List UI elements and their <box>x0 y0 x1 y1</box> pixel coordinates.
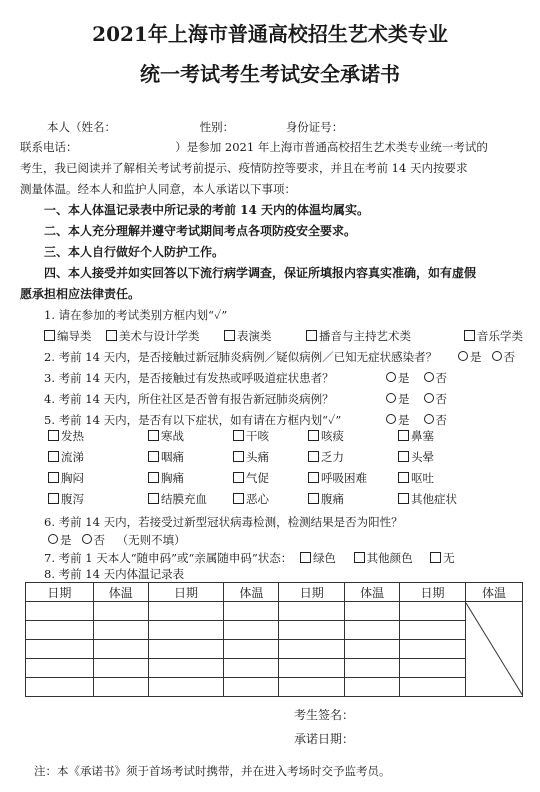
checkbox-category-2[interactable] <box>224 330 235 341</box>
yes-label: 是 <box>60 533 72 547</box>
question-3-text: 3. 考前 14 天内，是否接触过有发热或呼吸道症状患者？ <box>44 371 334 385</box>
checkbox-category-3[interactable] <box>306 330 317 341</box>
radio-q4-yes[interactable] <box>386 393 396 403</box>
table-cell[interactable] <box>93 659 148 678</box>
question-1: 1. 请在参加的考试类别方框内划“✓” <box>44 308 228 322</box>
symptom-item <box>233 428 269 444</box>
promise-4-line-2: 愿承担相应法律责任。 <box>20 287 141 301</box>
symptom-label: 呕吐 <box>411 471 434 485</box>
table-cell[interactable] <box>26 640 94 659</box>
table-cell[interactable] <box>279 659 345 678</box>
table-cell[interactable] <box>400 621 466 640</box>
symptom-label: 流涕 <box>61 450 84 464</box>
no-label: 否 <box>435 392 447 406</box>
checkbox-symptom[interactable] <box>48 451 59 462</box>
promise-1: 一、本人体温记录表中所记录的考前 14 天内的体温均属实。 <box>44 203 370 217</box>
category-label: 音乐学类 <box>477 329 523 343</box>
table-cell[interactable] <box>400 602 466 621</box>
table-cell[interactable] <box>148 659 224 678</box>
table-cell[interactable] <box>400 659 466 678</box>
category-label: 美术与设计学类 <box>119 329 200 343</box>
radio-q5-no[interactable] <box>424 414 434 424</box>
symptom-label: 腹痛 <box>321 492 344 506</box>
table-header: 日期 <box>400 583 466 602</box>
checkbox-symptom[interactable] <box>308 451 319 462</box>
table-row <box>26 621 523 640</box>
table-cell[interactable] <box>148 602 224 621</box>
table-cell[interactable] <box>345 659 400 678</box>
checkbox-symptom[interactable] <box>398 451 409 462</box>
table-cell[interactable] <box>93 678 148 697</box>
checkbox-symptom[interactable] <box>48 493 59 504</box>
symptom-label: 咳痰 <box>321 429 344 443</box>
radio-q3-no[interactable] <box>424 372 434 382</box>
checkbox-symptom[interactable] <box>148 472 159 483</box>
checkbox-category-0[interactable] <box>44 330 55 341</box>
checkbox-symptom[interactable] <box>308 493 319 504</box>
symptom-item <box>148 428 184 444</box>
symptom-item <box>398 428 434 444</box>
radio-q2-yes[interactable] <box>458 351 468 361</box>
table-cell[interactable] <box>26 659 94 678</box>
table-header: 日期 <box>279 583 345 602</box>
checkbox-symptom[interactable] <box>233 430 244 441</box>
title-line-1: 2021年上海市普通高校招生艺术类专业 <box>92 22 448 46</box>
checkbox-symptom[interactable] <box>308 472 319 483</box>
checkbox-q7-other[interactable] <box>354 552 365 563</box>
question-8: 8. 考前 14 天内体温记录表 <box>44 567 185 581</box>
checkbox-symptom[interactable] <box>48 430 59 441</box>
promise-3: 三、本人自行做好个人防护工作。 <box>44 245 225 259</box>
checkbox-symptom[interactable] <box>148 493 159 504</box>
q7-option-label: 无 <box>443 551 455 565</box>
no-label: 否 <box>435 413 447 427</box>
symptom-label: 呼吸困难 <box>321 471 367 485</box>
checkbox-category-1[interactable] <box>106 330 117 341</box>
radio-q6-no[interactable] <box>82 534 92 544</box>
question-4-text: 4. 考前 14 天内，所住社区是否曾有报告新冠肺炎病例？ <box>44 392 334 406</box>
question-2 <box>44 347 526 367</box>
symptom-item <box>148 449 184 465</box>
symptom-item <box>48 491 84 507</box>
symptom-label: 气促 <box>246 471 269 485</box>
table-header: 体温 <box>93 583 148 602</box>
table-cell[interactable] <box>93 640 148 659</box>
table-cell[interactable] <box>224 602 279 621</box>
question-4 <box>44 389 526 409</box>
checkbox-symptom[interactable] <box>308 430 319 441</box>
footnote: 注：本《承诺书》须于首场考试时携带，并在进入考场时交予监考员。 <box>34 764 391 778</box>
name-label: 本人（姓名： <box>47 120 116 134</box>
table-cell[interactable] <box>345 678 400 697</box>
question-6-options <box>48 530 526 550</box>
id-label: 身份证号： <box>285 120 344 134</box>
date-label: 承诺日期： <box>294 732 355 746</box>
symptom-label: 恶心 <box>246 492 269 506</box>
symptom-label: 头痛 <box>246 450 269 464</box>
table-row <box>26 640 523 659</box>
table-cell[interactable] <box>148 678 224 697</box>
symptom-label: 鼻塞 <box>411 429 434 443</box>
symptom-item <box>148 470 184 486</box>
checkbox-symptom[interactable] <box>48 472 59 483</box>
temperature-table <box>25 582 523 697</box>
table-cell[interactable] <box>26 678 94 697</box>
table-cell[interactable] <box>93 621 148 640</box>
table-cell[interactable] <box>345 602 400 621</box>
table-header: 体温 <box>345 583 400 602</box>
checkbox-symptom[interactable] <box>398 493 409 504</box>
category-label: 编导类 <box>57 329 92 343</box>
table-cell[interactable] <box>26 602 94 621</box>
checkbox-symptom[interactable] <box>148 430 159 441</box>
checkbox-category-4[interactable] <box>464 330 475 341</box>
checkbox-symptom[interactable] <box>233 451 244 462</box>
radio-q2-no[interactable] <box>492 351 502 361</box>
no-label: 否 <box>503 350 515 364</box>
symptom-item <box>233 491 269 507</box>
category-label: 播音与主持艺术类 <box>319 329 411 343</box>
symptom-label: 干咳 <box>246 429 269 443</box>
question-3 <box>44 368 526 388</box>
symptom-label: 结膜充血 <box>161 492 207 506</box>
table-cell[interactable] <box>345 640 400 659</box>
table-header: 体温 <box>465 583 522 602</box>
q7-option-label: 其他颜色 <box>366 551 413 565</box>
radio-q4-no[interactable] <box>424 393 434 403</box>
checkbox-symptom[interactable] <box>398 472 409 483</box>
yes-label: 是 <box>398 392 410 406</box>
symptom-item <box>398 470 434 486</box>
radio-q3-yes[interactable] <box>386 372 396 382</box>
checkbox-symptom[interactable] <box>398 430 409 441</box>
question-6: 6. 考前 14 天内，若接受过新型冠状病毒检测，检测结果是否为阳性？ <box>44 515 403 529</box>
table-header-row <box>26 583 523 602</box>
table-cell[interactable] <box>26 621 94 640</box>
intro-line-3: 测量体温。经本人和监护人同意，本人承诺以下事项： <box>20 182 296 196</box>
question-6-note: （无则不填） <box>116 533 186 547</box>
symptom-label: 其他症状 <box>411 492 457 506</box>
no-label: 否 <box>93 533 105 547</box>
symptom-label: 寒战 <box>161 429 184 443</box>
symptom-item <box>308 449 344 465</box>
checkbox-symptom[interactable] <box>233 472 244 483</box>
table-cell[interactable] <box>345 621 400 640</box>
symptom-item <box>308 428 344 444</box>
symptom-item <box>308 470 367 486</box>
table-row <box>26 602 523 621</box>
symptom-item <box>48 428 84 444</box>
checkbox-symptom[interactable] <box>148 451 159 462</box>
category-label: 表演类 <box>237 329 272 343</box>
table-header: 体温 <box>224 583 279 602</box>
radio-q6-yes[interactable] <box>48 534 58 544</box>
title-line-2: 统一考试考生考试安全承诺书 <box>140 62 400 86</box>
symptom-item <box>308 491 344 507</box>
phone-line: 联系电话： ）是参加 2021 年上海市普通高校招生艺术类专业统一考试的 <box>20 140 488 154</box>
promise-4-line-1: 四、本人接受并如实回答以下流行病学调查，保证所填报内容真实准确，如有虚假 <box>44 266 477 280</box>
yes-label: 是 <box>470 350 482 364</box>
symptom-item <box>48 449 84 465</box>
table-header: 日期 <box>148 583 224 602</box>
table-row <box>26 659 523 678</box>
intro-line-2: 考生，我已阅读并了解相关考试考前提示、疫情防控等要求，并且在考前 14 天内按要求 <box>20 161 468 175</box>
table-cell[interactable] <box>224 659 279 678</box>
table-cell[interactable] <box>148 621 224 640</box>
question-5 <box>44 410 526 430</box>
table-cell[interactable] <box>279 678 345 697</box>
question-7-text: 7. 考前 1 天本人“随申码”或“亲属随申码”状态： <box>44 551 293 565</box>
symptom-item <box>148 491 207 507</box>
table-cell[interactable] <box>224 640 279 659</box>
symptom-label: 胸痛 <box>161 471 184 485</box>
q7-option-label: 绿色 <box>312 551 336 565</box>
table-cell[interactable] <box>93 602 148 621</box>
table-cell[interactable] <box>400 678 466 697</box>
radio-q5-yes[interactable] <box>386 414 396 424</box>
symptom-label: 腹泻 <box>61 492 84 506</box>
table-diagonal-line <box>466 603 523 696</box>
table-row <box>26 678 523 697</box>
yes-label: 是 <box>398 371 410 385</box>
no-label: 否 <box>435 371 447 385</box>
checkbox-q7-none[interactable] <box>430 552 441 563</box>
symptom-item <box>48 470 84 486</box>
yes-label: 是 <box>398 413 410 427</box>
question-5-text: 5. 考前 14 天内，是否有以下症状，如有请在方框内划“✓” <box>44 413 342 427</box>
symptom-item <box>398 491 457 507</box>
symptom-label: 咽痛 <box>161 450 184 464</box>
symptom-item <box>233 470 269 486</box>
checkbox-symptom[interactable] <box>233 493 244 504</box>
symptom-item <box>398 449 434 465</box>
symptom-item <box>233 449 269 465</box>
identity-line <box>20 117 526 137</box>
symptom-label: 胸闷 <box>61 471 84 485</box>
table-cell[interactable] <box>279 621 345 640</box>
signature-label: 考生签名： <box>294 708 355 722</box>
table-cell[interactable] <box>279 640 345 659</box>
table-cell[interactable] <box>148 640 224 659</box>
symptom-label: 乏力 <box>321 450 344 464</box>
table-cell[interactable] <box>400 640 466 659</box>
table-cell[interactable] <box>224 678 279 697</box>
checkbox-q7-green[interactable] <box>300 552 311 563</box>
gender-label: 性别： <box>199 120 235 134</box>
symptom-label: 发热 <box>61 429 84 443</box>
table-header: 日期 <box>26 583 94 602</box>
table-cell[interactable] <box>224 621 279 640</box>
symptom-label: 头晕 <box>411 450 434 464</box>
table-cell[interactable] <box>279 602 345 621</box>
question-2-text: 2. 考前 14 天内，是否接触过新冠肺炎病例／疑似病例／已知无症状感染者？ <box>44 350 438 364</box>
promise-2: 二、本人充分理解并遵守考试期间考点各项防疫安全要求。 <box>44 224 357 238</box>
